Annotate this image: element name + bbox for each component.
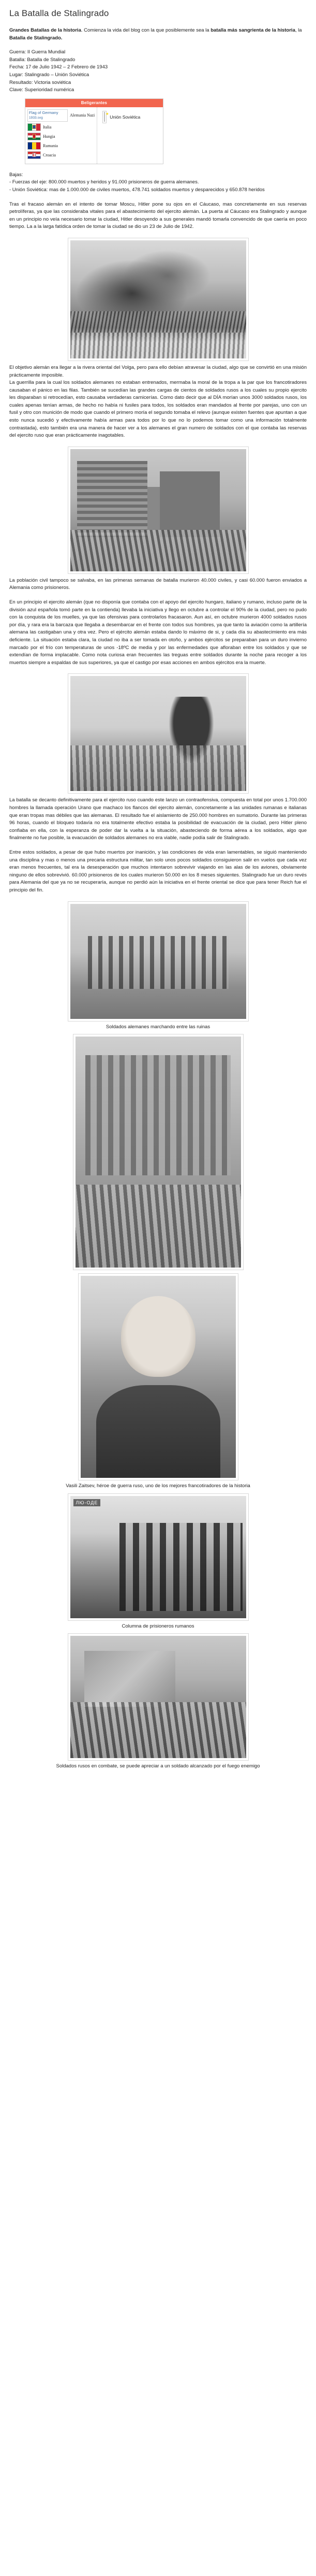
image-frame — [68, 238, 249, 361]
paragraph-2: El objetivo alemán era llegar a la rivera oriental del Volga, pero para ello debían atravesar la ciudad, algo que se convirtió en una misión prácticamente imposible. — [9, 364, 307, 378]
table-row — [27, 109, 95, 122]
paragraph-1: Tras el fracaso alemán en el intento de tomar Moscu, Hitler pone su ojos en el Cáucaso, mas concretamente en sus reservas petrolíferas, ya que las consideraba vitales para el abastecimiento del ejercito alemán. La puerta al Cáucaso era Stalingrado y aunque en un principio no veía necesario tomar la ciudad, Hitler desoyendo a sus generales mandó tomarla convencido de que caería en poco tiempo. La a la larga fatídica orden de tomar la ciudad se dio un 23 de Julio de 1942. — [9, 201, 307, 230]
photo-ruined-buildings — [70, 449, 246, 571]
paragraph-7: Entre estos soldados, a pesar de que hubo muertos por inanición, y las condiciones de vida eran lamentables, se siguió manteniendo una disciplina y mas o menos una precaria estructura militar, tan solo unos pocos soldados consiguieron salir en vuelos que cada vez eran menos frecuentes, tal era la desesperación que muchos intentaron sobrevivir viajando en las alas de los aviones, obviamente ninguno de ellos sobrevivió. 60.000 prisioneros de los cuales murieron 50.000 en los 8 meses siguientes. Stalingrado fue un duro revés para Alemania del que ya no se recuperaría, aunque no perdió aún la iniciativa en el frente oriental se dice que para tener Reich fue el principio del fin. — [9, 849, 307, 893]
factsheet-lugar: Lugar: Stalingrado – Unión Soviética — [9, 71, 89, 78]
image-frame — [78, 1273, 238, 1480]
photo-vasili-zaitsev — [81, 1276, 236, 1478]
factsheet-guerra: Guerra: II Guerra Mundial — [9, 49, 66, 55]
flag-croatia-icon — [27, 151, 41, 159]
belligerent-label: Alemania Nazi — [70, 113, 95, 118]
caption-romanian-prisoners: Columna de prisioneros rumanos — [122, 1623, 194, 1629]
belligerent-label: Unión Soviética — [110, 114, 141, 120]
casualties-soviet: - Unión Soviética: mas de 1.000.000 de civiles muertos, 478.741 soldados muertos y desparecidos y 650.878 heridos — [9, 186, 265, 193]
paragraph-4: La población civil tampoco se salvaba, en las primeras semanas de batalla murieron 40.000 civiles, y casi 60.000 fueron enviados a Alemania como prisioneros. — [9, 577, 307, 591]
allies-column — [97, 107, 163, 164]
battle-factsheet — [9, 49, 307, 94]
caption-germans-marching: Soldados alemanes marchando entre las ruinas — [106, 1024, 210, 1030]
paragraph-5: En un principio el ejercito alemán (que no disponía que contaba con el apoyo del ejercito hungaro, italiano y rumano, incluso parte de la división azul española tomó parte en la contienda) llevaba la iniciativa y llego en octubre a controlar el 90% de la ciudad, pero no pudo con la conquista de los muelles, ya que las ofensivas para controlarlos fracasaron. Aun así, en octubre murieron 4000 soldados rusos por día, y rara era la barcaza que llegaba a desembarcar en el frente con todos sus hombres, ya que tanto la aviación como la artillería alemana las castigaban una y otra vez. Pero el ejército alemán estaba dando lo máximo de si, y cada día su abastecimiento era más deficiente. La situación estaba clara, la ciudad no iba a ser tomada en otoño, y ambos ejércitos se preparaban para un duro invierno marcado por el frío con temperaturas de unos -18ºC de media y por las enfermedades que afloraban entre los soldados y que se extendían de forma implacable. Como nota curiosa eran frecuentes las treguas entre soldados durante la noche para recoger a los muertos siempre a espaldas de sus superiores, ya que el castigo por esas acciones en ambos ejércitos era la muerte. — [9, 599, 307, 666]
photo-german-soldiers-marching — [70, 904, 246, 1019]
watermark-text: ЛЮ-ОДЕ — [73, 1499, 101, 1506]
belligerents-table-wrapper — [25, 98, 307, 164]
factsheet-resultado: Resultado: Victoria soviética — [9, 79, 71, 85]
factsheet-clave: Clave: Superioridad numérica — [9, 87, 74, 93]
flag-soviet-union-icon — [104, 112, 105, 122]
factsheet-fecha: Fecha: 17 de Julio 1942 – 2 Febrero de 1943 — [9, 64, 108, 70]
factsheet-batalla: Batalla: Batalla de Stalingrado — [9, 56, 76, 63]
caption-zaitsev: Vasili Zaitsev, héroe de guerra ruso, uno de los mejores francotiradores de la historia — [66, 1483, 250, 1489]
figure-zaitsev-portrait — [9, 1273, 307, 1490]
lead-mid-1: . Comienza la vida del blog con la que posiblemente sea la — [81, 27, 211, 33]
figure-romanian-prisoners — [9, 1493, 307, 1631]
image-frame — [68, 447, 249, 574]
axis-column — [25, 107, 97, 164]
table-row — [99, 109, 161, 123]
flag-hungary-icon — [27, 133, 41, 140]
flag-romania-icon — [27, 142, 41, 150]
broken-image-line2: 1933.svg — [29, 116, 43, 120]
lead-bold-2: batalla más sangrienta de la historia — [210, 27, 295, 33]
image-frame — [68, 1633, 249, 1761]
lead-mid-2: , la — [295, 27, 302, 33]
paragraph-6: La batalla se decanto definitivamente para el ejercito ruso cuando este lanzo un contraofensiva, compuesta en total por unos 1.700.000 hombres la llamada operación Urano que machaco los flancos del ejercito alemán, concretamente a las unidades rumanas e italianas que eran tropas mas débiles que las alemanas. El resultado fue el aislamiento de 250.000 hombres en sumatorio. Durante las primeras 96 horas, cuando el bloqueo todavía no era totalmente efectivo estaba la posibilidad de evacuación de la ciudad, pero Hitler pleno confiaba en ella, con la esperanza de poder dar la vuelta a la situación, abasteciendo de forma aérea a los soldados, algo que finalmente no fue posible, la evacuación de soldados alemanes no era viable, nadie podía salir de Stalingrado. — [9, 797, 307, 841]
belligerent-label: Italia — [43, 124, 52, 129]
lead-bold-3: Batalla de Stalingrado. — [9, 35, 63, 41]
image-frame — [68, 1493, 249, 1621]
image-frame — [73, 1034, 244, 1270]
casualties-heading: Bajas: — [9, 171, 23, 178]
flag-soviet-union-frame — [102, 111, 107, 123]
image-frame — [68, 901, 249, 1021]
belligerent-label: Hungia — [43, 134, 55, 139]
caption-russian-soldiers-combat: Soldados rusos en combate, se puede apreciar a un soldado alcanzado por el fuego enemigo — [56, 1763, 260, 1769]
photo-russian-soldiers-combat — [70, 1636, 246, 1758]
paragraph-3: La guerrilla para la cual los soldados alemanes no estaban entrenados, mermaba la moral de la tropa a la par que los francotiradores causaban el pánico en las filas. También se sucedían las grandes cargas de cientos de soldados rusos a los cuales su propio ejercito les disparaban si retrocedían, esto causaba verdaderas carnicerías. Como dato decir que al DÍA morían unos 3000 soldados rusos, los cuales apenas tenían armas, de hecho no había ni fusiles para todos, los soldados eran mandados al frente por parejas, uno con un fusil y otro con munición de modo que cuando el primero moría el segundo tomaba el relevo (aunque existen fuentes que apuntan a que esto nunca sucedió y efectivamente había armas para todos por lo que no lo podemos tomar como una información totalmente contrastada), esto también era una manera de hacer ver a los alemanes el gran numero de soldados con el que contaba las reservas del ejercito ruso que eran prácticamente inagotables. — [9, 380, 307, 439]
figure-russian-soldiers-combat — [9, 1633, 307, 1771]
figure-germans-marching — [9, 901, 307, 1031]
flag-germany-broken-icon — [27, 109, 68, 122]
flag-italy-icon — [27, 123, 41, 131]
table-row — [27, 151, 95, 159]
figure-machine-gun — [9, 673, 307, 794]
lead-bold-1: Grandes Batallas de la historia — [9, 27, 81, 33]
figure-smoke-over-city — [9, 238, 307, 361]
belligerents-header: Beligerantes — [25, 98, 163, 107]
casualties-axis: - Fuerzas del eje: 800.000 muertos y heridos y 91.000 prisioneros de guerra alemanes. — [9, 179, 199, 185]
lead-paragraph — [9, 27, 307, 42]
belligerent-label: Croacia — [43, 152, 56, 157]
image-frame — [68, 673, 249, 794]
table-row — [27, 123, 95, 131]
table-row — [27, 142, 95, 150]
figure-ruins — [9, 447, 307, 574]
photo-romanian-prisoners — [70, 1496, 246, 1618]
photo-soldier-machine-gun — [70, 676, 246, 791]
photo-smoke-over-stalingrad — [70, 240, 246, 358]
photo-city-ruins — [76, 1037, 241, 1268]
table-row — [27, 133, 95, 140]
broken-image-line1: Flag of Germany — [29, 110, 58, 115]
belligerent-label: Rumania — [43, 143, 58, 148]
belligerents-table — [25, 98, 163, 164]
figure-city-ruins-tall — [9, 1034, 307, 1270]
page-title: La Batalla de Stalingrado — [9, 8, 109, 18]
